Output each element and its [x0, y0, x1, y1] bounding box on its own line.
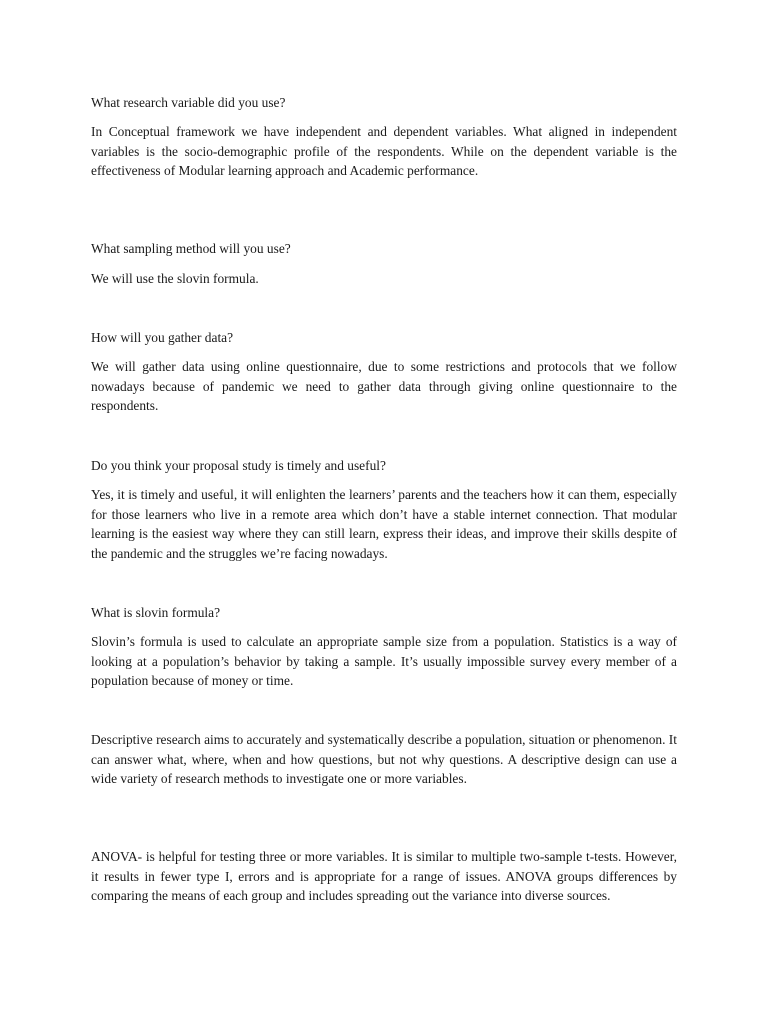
question-slovin-formula: What is slovin formula? — [91, 605, 221, 620]
answer-timely-useful: Yes, it is timely and useful, it will enlighten the learners’ parents and the teachers how it can them, especially for those learners who live in a remote area which don’t have a stable internet connection. That modular learning is the easiest way where they can still learn, express their ideas, and improve their skills despite of the pandemic and the struggles we’re facing nowadays. — [91, 487, 677, 561]
answer-sampling-method: We will use the slovin formula. — [91, 271, 259, 286]
question-sampling-method: What sampling method will you use? — [91, 241, 291, 256]
answer-gather-data: We will gather data using online questionnaire, due to some restrictions and protocols that we follow nowadays because of pandemic we need to gather data through giving online questionnaire to the respondents. — [91, 359, 677, 413]
question-gather-data: How will you gather data? — [91, 330, 234, 345]
answer-slovin-formula: Slovin’s formula is used to calculate an appropriate sample size from a population. Statistics is a way of looking at a population’s behavior by taking a sample. It’s usually impossible survey every member of a population because of money or time. — [91, 634, 677, 688]
question-timely-useful: Do you think your proposal study is timely and useful? — [91, 458, 386, 473]
paragraph-descriptive-research: Descriptive research aims to accurately and systematically describe a population, situation or phenomenon. It can answer what, where, when and how questions, but not why questions. A descriptive design can use a wide variety of research methods to investigate one or more variables. — [91, 732, 677, 786]
paragraph-anova: ANOVA- is helpful for testing three or more variables. It is similar to multiple two-sample t-tests. However, it results in fewer type I, errors and is appropriate for a range of issues. ANOVA groups differences by comparing the means of each group and includes spreading out the variance into diverse sources. — [91, 849, 677, 903]
answer-research-variable: In Conceptual framework we have independent and dependent variables. What aligned in independent variables is the socio-demographic profile of the respondents. While on the dependent variable is the effectiveness of Modular learning approach and Academic performance. — [91, 124, 677, 178]
question-research-variable: What research variable did you use? — [91, 95, 286, 110]
